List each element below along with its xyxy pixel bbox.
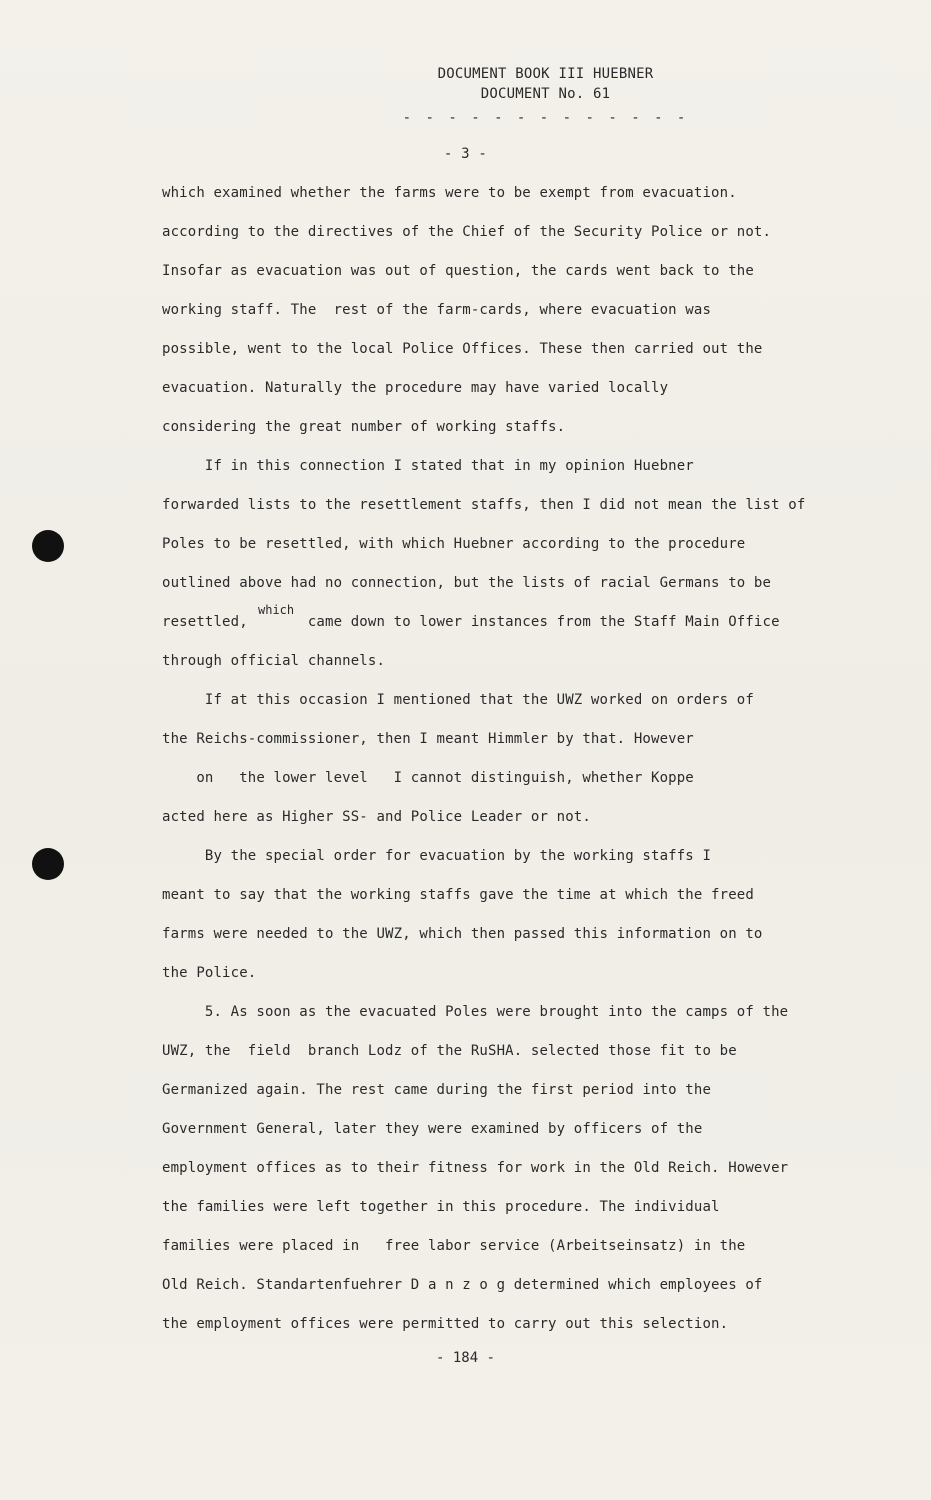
text-line: resettled, came down to lower instances from the Staff Main Office [162,614,780,630]
text-line: Germanized again. The rest came during the first period into the [162,1082,712,1098]
header-rule: - - - - - - - - - - - - - [402,110,689,126]
text-line: UWZ, the field branch Lodz of the RuSHA. selected those fit to be [162,1043,737,1059]
text-line: If in this connection I stated that in my opinion Huebner [162,458,694,474]
text-line: the families were left together in this procedure. The individual [162,1199,720,1215]
text-line: employment offices as to their fitness for work in the Old Reich. However [162,1160,789,1176]
text-line: through official channels. [162,653,386,669]
punch-hole-icon [32,848,64,880]
text-line: Poles to be resettled, with which Huebner according to the procedure [162,536,746,552]
text-line: the Reichs-commissioner, then I meant Himmler by that. However [162,731,694,747]
text-line: Old Reich. Standartenfuehrer D a n z o g determined which employees of [162,1277,763,1293]
text-line: farms were needed to the UWZ, which then passed this information on to [162,926,763,942]
text-line: outlined above had no connection, but the lists of racial Germans to be [162,575,772,591]
text-line: families were placed in free labor service (Arbeitseinsatz) in the [162,1238,746,1254]
text-line: which examined whether the farms were to be exempt from evacuation. [162,185,737,201]
page-number: - 3 - [443,146,488,162]
text-line: Government General, later they were examined by officers of the [162,1121,703,1137]
text-line: working staff. The rest of the farm-cards, where evacuation was [162,302,712,318]
text-line: If at this occasion I mentioned that the UWZ worked on orders of [162,692,754,708]
text-line: 5. As soon as the evacuated Poles were brought into the camps of the [162,1004,789,1020]
document-book-title: DOCUMENT BOOK III HUEBNER [437,66,654,82]
punch-hole-icon [32,530,64,562]
text-line: meant to say that the working staffs gave the time at which the freed [162,887,754,903]
document-number: DOCUMENT No. 61 [480,86,611,102]
text-line: considering the great number of working staffs. [162,419,566,435]
text-line: acted here as Higher SS- and Police Leader or not. [162,809,591,825]
text-line: forwarded lists to the resettlement staffs, then I did not mean the list of [162,497,806,513]
text-line: the Police. [162,965,257,981]
text-line: By the special order for evacuation by the working staffs I [162,848,712,864]
text-line: on the lower level I cannot distinguish, whether Koppe [162,770,694,786]
text-line: according to the directives of the Chief of the Security Police or not. [162,224,772,240]
footer-page-number: - 184 - [435,1350,495,1366]
inserted-word: which [258,603,295,617]
text-line: Insofar as evacuation was out of question, the cards went back to the [162,263,754,279]
text-line: evacuation. Naturally the procedure may have varied locally [162,380,669,396]
text-line: the employment offices were permitted to carry out this selection. [162,1316,729,1332]
text-line: possible, went to the local Police Offices. These then carried out the [162,341,763,357]
